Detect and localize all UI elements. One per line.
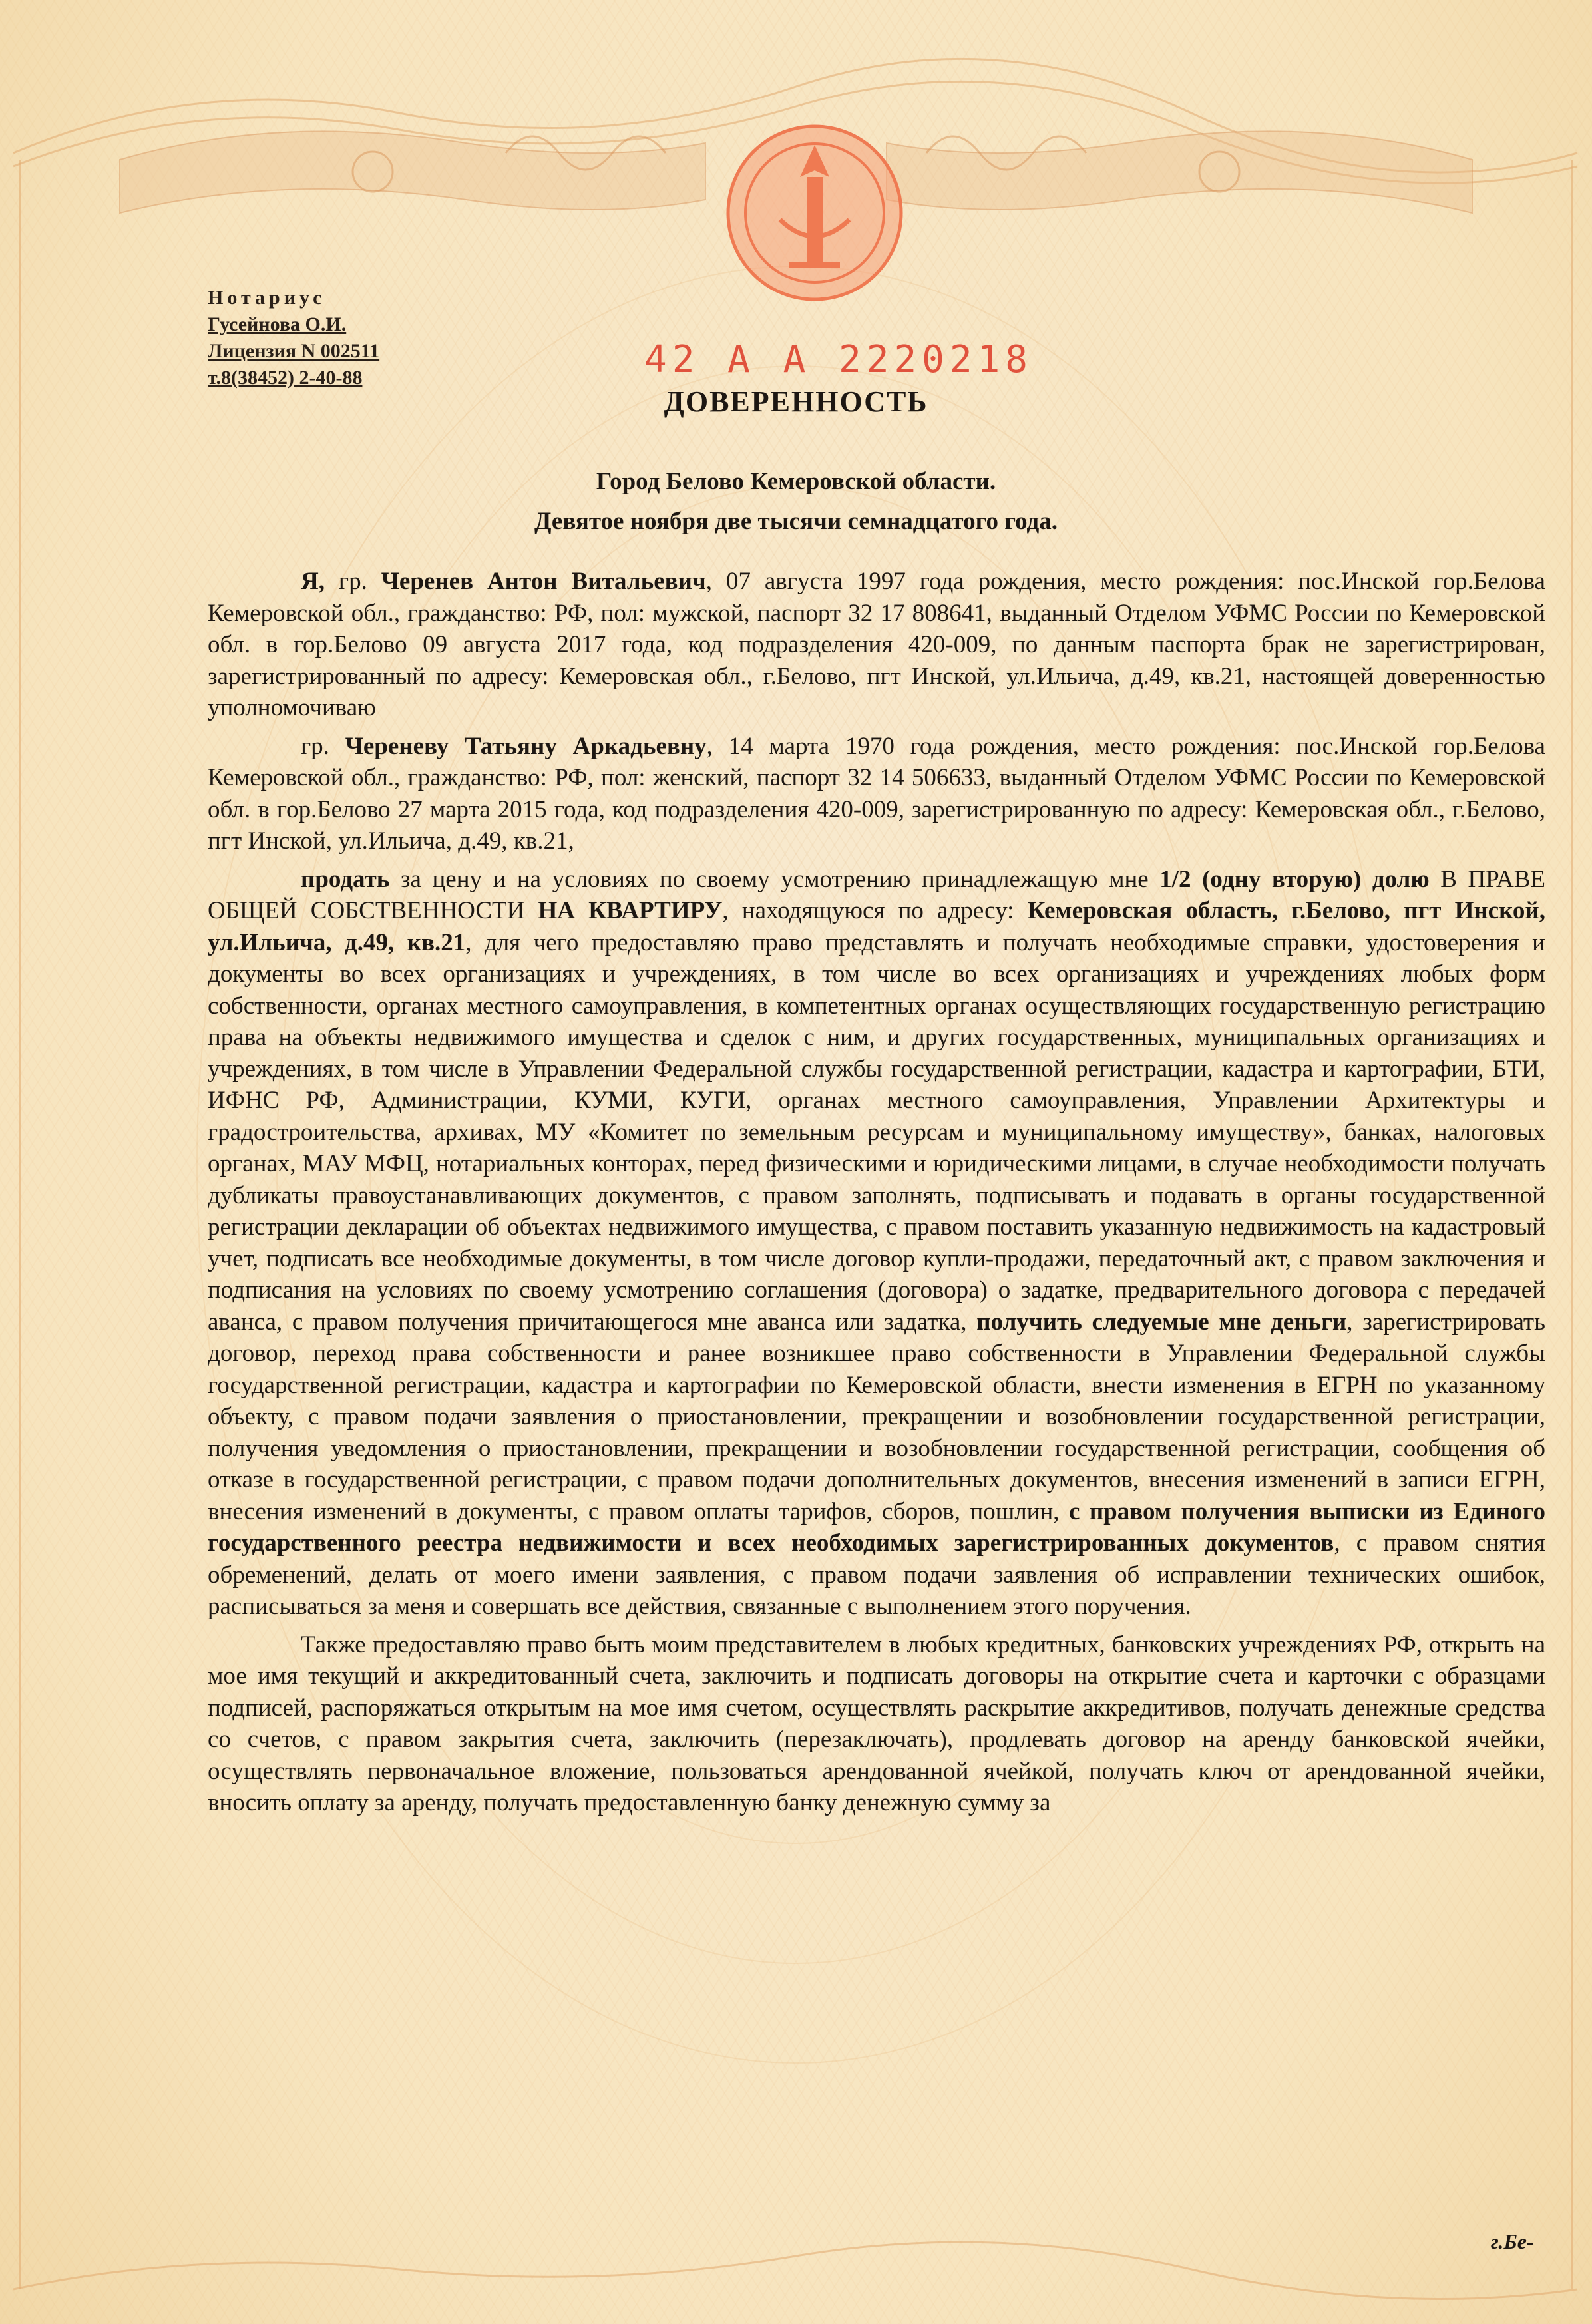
place-and-date xyxy=(0,462,1592,542)
p1-d: , 07 августа 1997 года рождения, место рождения: пос.Инской гор.Белова Кемеровской обл., гражданство: РФ, пол: мужской, паспорт 32 17 808641, выданный Отделом УФМС России по Кемеровской обл. в гор.Белово 09 августа 2017 года, код подразделения 420-009, по данным паспорта брак не зарегистрирован, зарегистрированный по адресу: Кемеровская обл., г.Белово, пгт Инской, ул.Ильича, д.49, кв.21, настоящей доверенностью уполномочиваю xyxy=(208,568,1545,721)
notary-header xyxy=(208,285,379,391)
p3-l: , с правом снятия обременений, делать от моего имени заявления, с правом подачи заявления об исправлении технических ошибок, расписываться за меня и совершать все действия, связанные с выполнением этого поручения. xyxy=(208,1529,1545,1620)
p3-d: В ПРАВЕ ОБЩЕЙ СОБСТВЕННОСТИ xyxy=(208,865,1546,924)
p2-a: гр. xyxy=(301,732,345,760)
document-place: Город Белово Кемеровской области. xyxy=(596,468,996,495)
p1-b: гр. xyxy=(324,568,381,595)
notary-label: Нотариус xyxy=(208,287,326,309)
notary-emblem xyxy=(715,113,914,313)
p3-j: , зарегистрировать договор, переход права собственности и ранее возникшее право собственности в Управлении Федеральной службы государственной регистрации, кадастра и картографии по Кемеровской области, внести изменения в ЕГРН по указанному объекту, с правом подачи заявления о приостановлении, прекращении и возобновлении государственной регистрации, получения уведомления о приостановлении, прекращении и возобновлении государственной регистрации, сообщения об отказе в государственной регистрации, с правом подачи дополнительных документов, внесения изменений в записи ЕГРН, внесения изменений в документы, с правом оплаты тарифов, сборов, пошлин, xyxy=(208,1308,1545,1525)
property-address: Кемеровская область, г.Белово, пгт Инской, ул.Ильича, д.49, кв.21 xyxy=(208,897,1545,956)
document-title: ДОВЕРЕННОСТЬ xyxy=(664,385,928,418)
p3-h: , для чего предоставляю право представлять и получать необходимые справки, удостоверения и документы во всех организациях и учреждениях, в том числе во всех организациях и учреждениях любых форм собственности, органах местного самоуправления, в компетентных органах осуществляющих государственную регистрацию права на объекты недвижимого имущества и сделок с ним, и других государственных, муниципальных организациях и учреждениях, в том числе в Управлении Федеральной службы государственной регистрации, кадастра и картографии, БТИ, ИФНС РФ, Администрации, КУМИ, КУГИ, органах местного самоуправления, Управлении Архитектуры и градостроительства, архивах, МУ «Комитет по земельным ресурсам и муниципальному имуществу», банках, налоговых органах, МАУ МФЦ, нотариальных конторах, перед физическими и юридическими лицами, в случае необходимости получать дубликаты правоустанавливающих документов, с правом заполнять, подписывать и подавать в органы государственной регистрации декларации об объектах недвижимого имущества, с правом поставить указанную недвижимость на кадастровый учет, подписать все необходимые документы, в том числе договор купли-продажи, передаточный акт, с правом заключения и подписания на условиях по своему усмотрению соглашения (договора) о задатке, предварительного договора с передачей аванса, с правом получения причитающегося мне аванса или задатка, xyxy=(208,928,1545,1336)
notary-license: Лицензия N 002511 xyxy=(208,340,380,362)
notary-phone: т.8(38452) 2-40-88 xyxy=(208,367,363,389)
p1-a: Я, xyxy=(301,568,325,595)
document-date: Девятое ноября две тысячи семнадцатого года. xyxy=(534,508,1058,535)
p3-e: НА КВАРТИРУ xyxy=(538,897,723,924)
notary-name: Гусейнова О.И. xyxy=(208,313,347,335)
paragraph-powers xyxy=(208,864,1545,1623)
p3-k: с правом получения выписки из Единого государственного реестра недвижимости и всех необходимых зарегистрированных документов xyxy=(208,1497,1545,1557)
principal-name: Черенев Антон Витальевич xyxy=(381,568,706,595)
paragraph-banking: Также предоставляю право быть моим представителем в любых кредитных, банковских учреждениях РФ, открыть на мое имя текущий и аккредитованный счета, заключить и подписать договоры на открытие счета и карточки с образцами подписей, распоряжаться открытым на мое имя счетом, осуществлять раскрытие аккредитивов, получать денежные средства со счетов, с правом закрытия счета, заключить (перезаключать), продлевать договор на аренду банковской ячейки, осуществлять первоначальное вложение, пользоваться арендованной ячейкой, получать ключ от арендованной ячейки, вносить оплату за аренду, получать предоставленную банку денежную сумму за xyxy=(208,1631,1545,1816)
p2-c: , 14 марта 1970 года рождения, место рождения: пос.Инской гор.Белова Кемеровской обл., гражданство: РФ, пол: женский, паспорт 32 14 506633, выданный Отделом УФМС России по Кемеровской обл. в гор.Белово 27 марта 2015 года, код подразделения 420-009, зарегистрированную по адресу: Кемеровская обл., г.Белово, пгт Инской, ул.Ильича, д.49, кв.21, xyxy=(208,732,1545,855)
paragraph-attorney xyxy=(208,731,1545,857)
form-serial-number: 42 А А 2220218 xyxy=(644,338,1034,381)
paragraph-principal xyxy=(208,566,1545,724)
p3-i: получить следуемые мне деньги xyxy=(976,1308,1347,1336)
document-body xyxy=(208,566,1545,1826)
p3-f: , находящуюся по адресу: xyxy=(722,897,1028,924)
p3-a: продать xyxy=(301,865,390,893)
p3-c: 1/2 (одну вторую) долю xyxy=(1159,865,1430,893)
page-continuation: г.Бе- xyxy=(1491,2229,1534,2253)
p3-b: за цену и на условиях по своему усмотрению принадлежащую мне xyxy=(389,865,1160,893)
attorney-name: Череневу Татьяну Аркадьевну xyxy=(345,732,707,760)
